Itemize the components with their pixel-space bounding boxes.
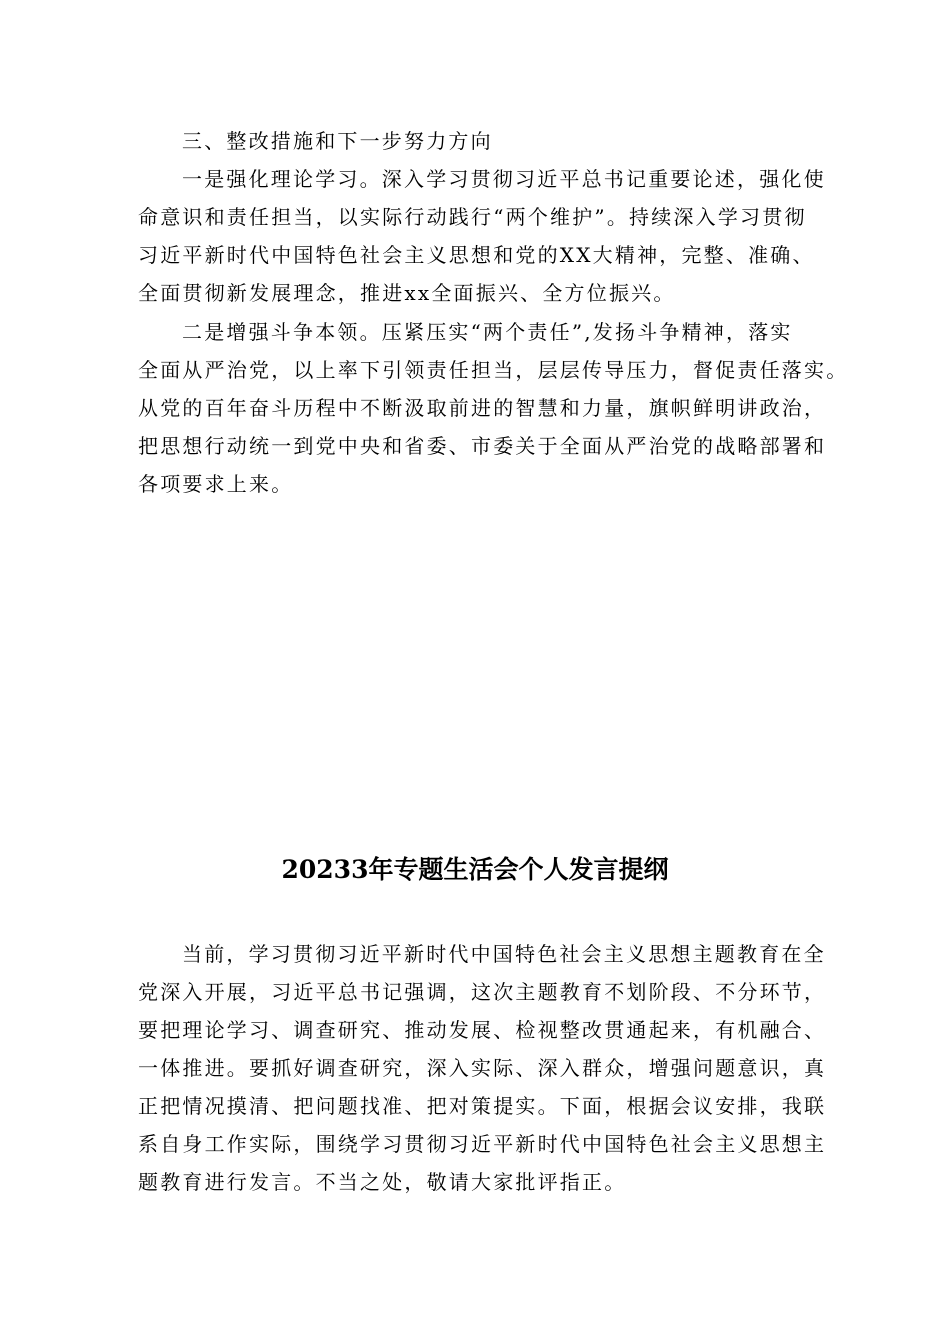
paragraph-line: 要把理论学习、调查研究、推动发展、检视整改贯通起来，有机融合、 — [138, 1018, 827, 1042]
paragraph-line: 习近平新时代中国特色社会主义思想和党的XX大精神，完整、准确、 — [138, 243, 815, 267]
paragraph-line: 正把情况摸清、把问题找准、把对策提实。下面，根据会议安排，我联 — [138, 1094, 827, 1118]
paragraph-line: 党深入开展，习近平总书记强调，这次主题教育不划阶段、不分环节， — [138, 980, 827, 1004]
paragraph-line: 全面贯彻新发展理念，推进xx全面振兴、全方位振兴。 — [138, 281, 676, 305]
paragraph-line: 当前，学习贯彻习近平新时代中国特色社会主义思想主题教育在全 — [182, 942, 826, 966]
paragraph-line: 一是强化理论学习。深入学习贯彻习近平总书记重要论述，强化使 — [182, 167, 826, 191]
paragraph-line: 系自身工作实际，围绕学习贯彻习近平新时代中国特色社会主义思想主 — [138, 1132, 827, 1156]
paragraph-line: 全面从严治党，以上率下引领责任担当，层层传导压力，督促责任落实。 — [138, 358, 849, 382]
paragraph-line: 题教育进行发言。不当之处，敬请大家批评指正。 — [138, 1170, 627, 1194]
paragraph-line: 各项要求上来。 — [138, 472, 294, 496]
paragraph-line: 从党的百年奋斗历程中不断汲取前进的智慧和力量，旗帜鲜明讲政治， — [138, 396, 827, 420]
paragraph-line: 把思想行动统一到党中央和省委、市委关于全面从严治党的战略部署和 — [138, 434, 827, 458]
paragraph-line: 一体推进。要抓好调查研究，深入实际、深入群众，增强问题意识，真 — [138, 1056, 827, 1080]
section-heading: 三、整改措施和下一步努力方向 — [182, 129, 493, 153]
paragraph-line: 二是增强斗争本领。压紧压实“两个责任”,发扬斗争精神，落实 — [182, 320, 793, 344]
document-title: 20233年专题生活会个人发言提纲 — [281, 855, 669, 884]
paragraph-line: 命意识和责任担当，以实际行动践行“两个维护”。持续深入学习贯彻 — [138, 205, 807, 229]
